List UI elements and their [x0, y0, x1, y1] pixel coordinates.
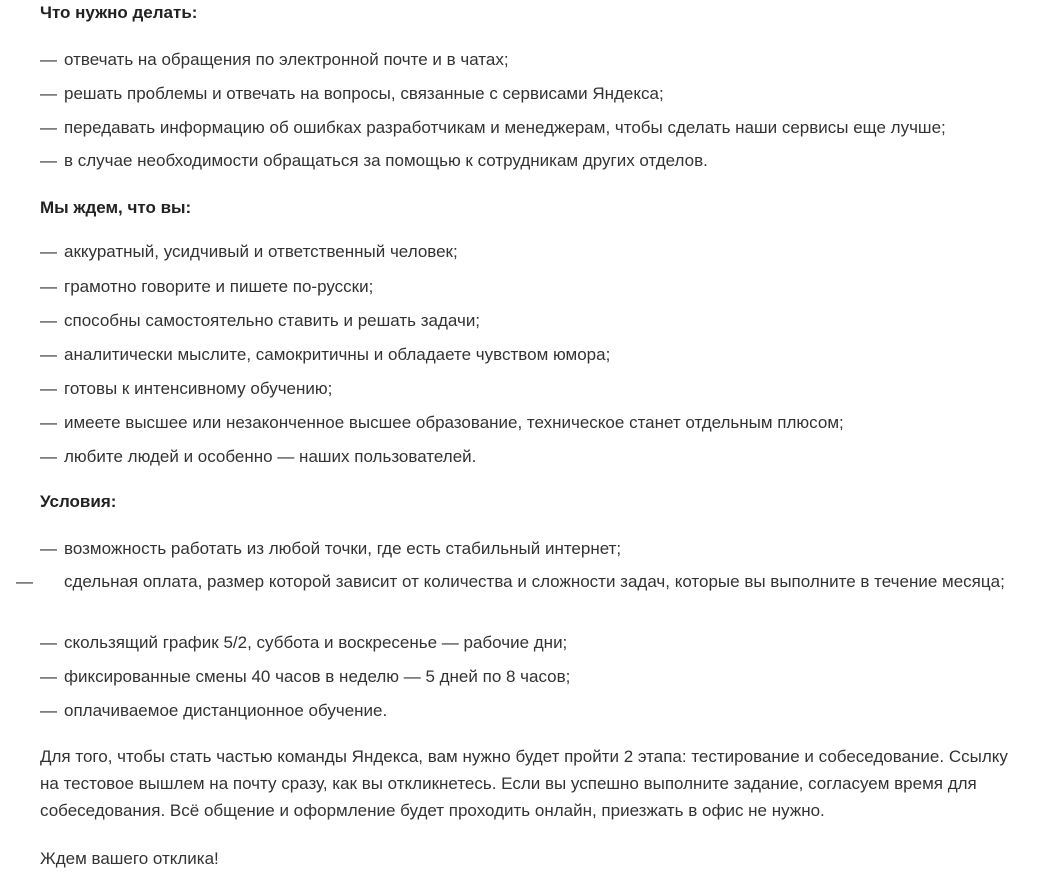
list-item — [40, 664, 570, 690]
closing-paragraph: Для того, чтобы стать частью команды Яндекса, вам нужно будет пройти 2 этапа: тестирование и собеседование. Ссылку на тестовое вышлем на почту сразу, как вы откликнетесь. Если вы успешно выполните задание, согласуем время для собеседования. Всё общение и оформление будет проходить онлайн, приезжать в офис не нужно. — [40, 747, 1008, 820]
bullet-dash: — — [40, 413, 57, 432]
list-item-text: в случае необходимости обращаться за помощью к сотрудникам других отделов. — [64, 151, 708, 170]
bullet-dash: — — [40, 118, 57, 137]
bullet-dash: — — [40, 447, 57, 466]
list-item-text: способны самостоятельно ставить и решать задачи; — [64, 311, 481, 330]
list-item-text: отвечать на обращения по электронной почте и в чатах; — [64, 50, 509, 69]
list-item-text: скользящий график 5/2, суббота и воскресенье — рабочие дни; — [64, 633, 568, 652]
list-item — [40, 81, 664, 107]
bullet-dash: — — [40, 345, 57, 364]
bullet-dash: — — [40, 242, 57, 261]
list-item-text: аккуратный, усидчивый и ответственный человек; — [64, 242, 458, 261]
list-item-text: сдельная оплата, размер которой зависит от количества и сложности задач, которые вы выполните в течение месяца; — [64, 572, 1005, 591]
list-item — [40, 342, 610, 368]
bullet-dash: — — [40, 277, 57, 296]
bullet-dash: — — [40, 311, 57, 330]
list-item-text: готовы к интенсивному обучению; — [64, 379, 333, 398]
section-heading-todo: Что нужно делать: — [40, 3, 198, 22]
list-item-text: оплачиваемое дистанционное обучение. — [64, 701, 388, 720]
list-item-text: фиксированные смены 40 часов в неделю — 5 дней по 8 часов; — [64, 667, 571, 686]
bullet-dash: — — [40, 701, 57, 720]
bullet-dash: — — [16, 572, 33, 591]
list-item — [16, 569, 1030, 595]
bullet-dash: — — [40, 50, 57, 69]
list-item — [40, 239, 458, 265]
list-item-text: возможность работать из любой точки, где есть стабильный интернет; — [64, 539, 622, 558]
list-item — [40, 444, 476, 470]
bullet-dash: — — [40, 539, 57, 558]
bullet-dash: — — [40, 633, 57, 652]
list-item-text: имеете высшее или незаконченное высшее образование, техническое станет отдельным плюсом; — [64, 413, 844, 432]
list-item-text: грамотно говорите и пишете по-русски; — [64, 277, 374, 296]
list-item — [40, 148, 708, 174]
list-item-text: аналитически мыслите, самокритичны и обладаете чувством юмора; — [64, 345, 611, 364]
list-item — [40, 630, 567, 656]
list-item-text: любите людей и особенно — наших пользователей. — [64, 447, 477, 466]
bullet-dash: — — [40, 84, 57, 103]
section-heading-expect: Мы ждем, что вы: — [40, 198, 192, 217]
list-item — [40, 698, 387, 724]
list-item — [40, 376, 332, 402]
list-item — [40, 274, 373, 300]
list-item — [40, 308, 480, 334]
list-item-text: передавать информацию об ошибках разработчикам и менеджерам, чтобы сделать наши сервисы еще лучше; — [64, 118, 946, 137]
bullet-dash: — — [40, 151, 57, 170]
list-item — [40, 115, 946, 141]
list-item — [40, 47, 509, 73]
bullet-dash: — — [40, 379, 57, 398]
list-item-text: решать проблемы и отвечать на вопросы, связанные с сервисами Яндекса; — [64, 84, 664, 103]
bullet-dash: — — [40, 667, 57, 686]
sign-off: Ждем вашего отклика! — [40, 849, 219, 868]
list-item — [40, 410, 844, 436]
list-item — [40, 536, 621, 562]
section-heading-conditions: Условия: — [40, 492, 117, 511]
